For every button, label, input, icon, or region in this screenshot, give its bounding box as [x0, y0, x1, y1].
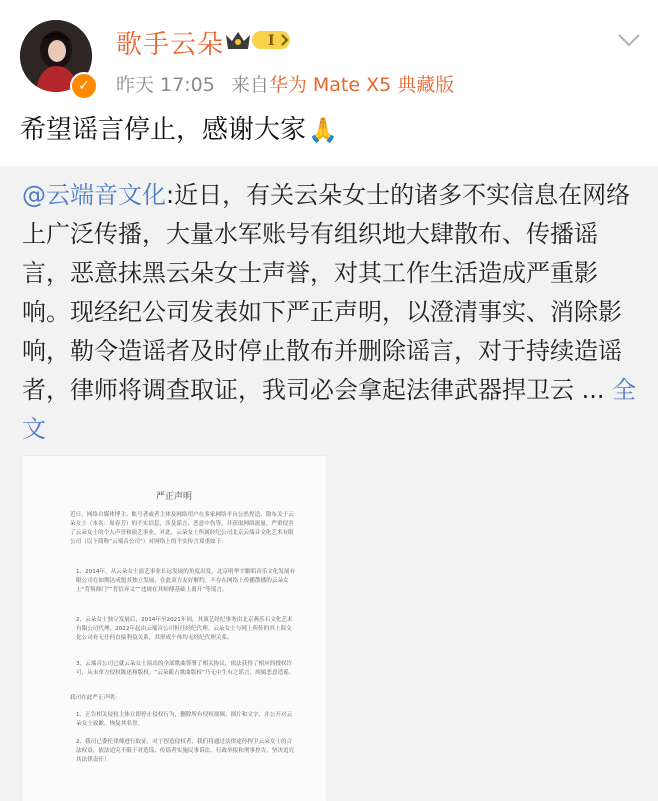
device-source-link[interactable]: 华为 Mate X5 典藏版 [268, 74, 455, 96]
pray-emoji-icon: 🙏 [308, 116, 338, 144]
post-text [20, 110, 338, 150]
doc-item-1: 1、2014年，从云朵女士演艺事业长远发展的角度出发，北京明华宇瞻唱音乐文化发展有限公司在如期达成盟其独立发展，在此双方友好解约。不存在网络上传播散播的云朵女士“背叛师门”“背信弃义”“违规在其师傅基础上离开”等谣言。 [76, 569, 296, 593]
source-prefix: 来自 [230, 74, 269, 96]
post-header [0, 0, 658, 110]
fulltext-link[interactable]: 全文 [22, 376, 637, 443]
doc-point-1: 1、正告相关侵权主体立即停止侵权行为，删除所有侵权视频、图片和文字，并公开对云朵女士致歉，恢复其名誉。 [76, 712, 293, 727]
username[interactable]: 歌手云朵 [116, 30, 225, 60]
doc-title: 严正声明 [155, 492, 192, 502]
doc-item-3: 3、云端音公司已就云朵女士演出的全部歌曲签署了相关协议，依法获得了相应的授权许可，从未单方侵权陈述和版权。“云朵霸占歌曲版权”乃无中生有之谣言，纯属恶意造谣。 [76, 661, 295, 676]
post-meta [116, 70, 454, 97]
post-body: 希望谣言停止，感谢大家 [20, 115, 307, 145]
post-time: 昨天 17:05 [116, 74, 215, 96]
doc-intro: 近日，网络自媒体博主、账号者或者主体及网络用户在多家网络平台公然捏造、散布关于云朵女士（本名：周春芳）的不实信息，涉及谣言、恶意中伤等，并获取网络流量。严重侵害了云朵女士的个人声誉和演艺事业。对此，云朵女士所属经纪公司北京云端音文化艺术有限公司（以下简称“云端音公司”）对网络上的不实传言郑重如下： [70, 512, 294, 545]
repost-text [22, 176, 642, 449]
verified-badge-icon: ✓ [70, 72, 98, 100]
vip-crown-badge-icon[interactable] [224, 27, 294, 53]
vip-level-label: I [268, 33, 275, 49]
repost-card[interactable] [0, 166, 658, 801]
repost-body: :近日，有关云朵女士的诸多不实信息在网络上广泛传播，大量水军账号有组织地大肆散布、传播谣言，恶意抹黑云朵女士声誉，对其工作生活造成严重影响。现经纪公司发表如下严正声明，以澄清事实、消除影响，勒令造谣者及时停止散布并删除谣言，对于持续造谣者，律师将调查取证，我司必会拿起法律武器捍卫云 ... [22, 181, 631, 404]
mention-link[interactable]: @云端音文化 [22, 181, 166, 209]
doc-item-2: 2、云朵女士独立发展后，2014年至2021年间，其演艺经纪事务由北京燕乐石文化艺术有限公司代理。2022年起由云端音公司担任经纪代理。云朵女士与网上所传的其上海文化公司有无任何直接利益关系，其形成个体均无经纪代理关系。 [76, 617, 293, 641]
chevron-down-icon[interactable] [617, 30, 641, 50]
doc-closing: 我司在此严正声明： [70, 695, 121, 701]
doc-point-2: 2、我司已委托律师进行取证，对于捏造侵权者，我们将通过法律途径捍卫云朵女士的合法权益，依法追究不限于对造谣、传谣者实施民事诉讼、行政举报和刑事控告，坚决追究其法律责任！ [76, 739, 295, 763]
statement-document-image[interactable] [22, 456, 326, 801]
